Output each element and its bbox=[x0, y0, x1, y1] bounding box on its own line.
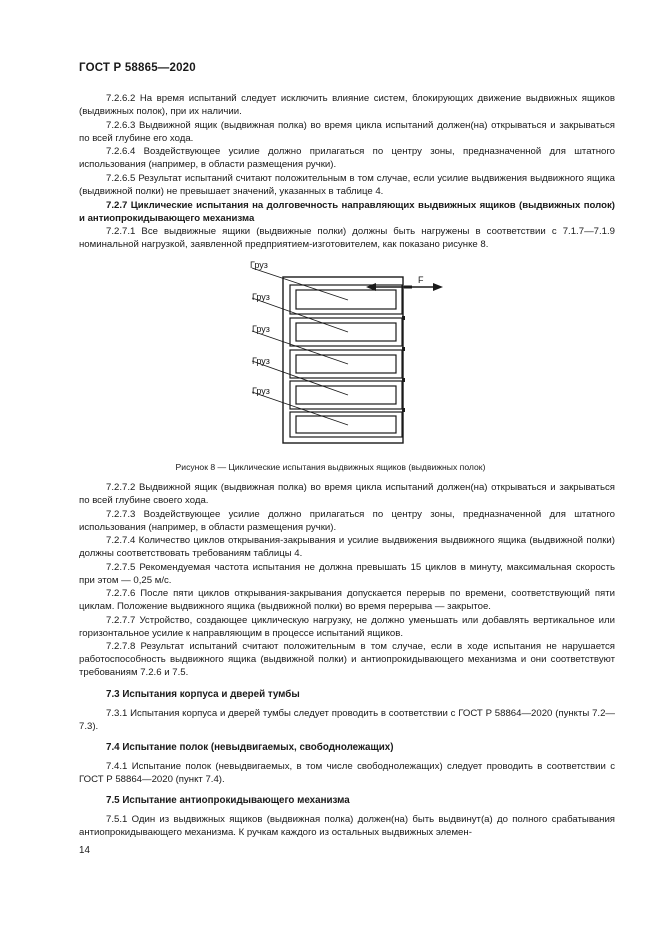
paragraph-7-2-6-2: 7.2.6.2 На время испытаний следует исключить влияние систем, блокирующих движение выдвижных ящиков (выдвижных полок), при их наличии. bbox=[79, 93, 615, 118]
paragraph-7-2-7-8: 7.2.7.8 Результат испытаний считают положительным в том случае, если в ходе испытания не нарушается работоспособность выдвижного ящика (выдвижной полки) и антиопрокидывающего механизма и они соответствуют требованиям 7.2.6 и 7.5. bbox=[79, 641, 615, 679]
paragraph-7-2-6-5: 7.2.6.5 Результат испытаний считают положительным в том случае, если усилие выдвижения выдвижного ящика (выдвижной полки) не превышает значений, указанных в таблице 4. bbox=[79, 173, 615, 198]
drawer-2-inner bbox=[296, 323, 396, 341]
paragraph-7-5-1: 7.5.1 Один из выдвижных ящиков (выдвижная полка) должен(на) быть выдвинут(а) до полного срабатывания антиопрокидывающего механизма. К ручкам каждого из остальных выдвижных элемен- bbox=[79, 814, 615, 839]
drawer-3-inner bbox=[296, 355, 396, 373]
paragraph-7-2-7-2: 7.2.7.2 Выдвижной ящик (выдвижная полка) во время цикла испытаний должен(на) открываться и закрываться по всей глубине своего хода. bbox=[79, 482, 615, 507]
paragraph-7-2-6-3: 7.2.6.3 Выдвижной ящик (выдвижная полка) во время цикла испытаний должен(на) открываться и закрываться по всей глубине его хода. bbox=[79, 120, 615, 145]
page-number: 14 bbox=[79, 845, 90, 856]
paragraph-7-2-7-5: 7.2.7.5 Рекомендуемая частота испытания не должна превышать 15 циклов в минуту, максимальная скорость при этом — 0,25 м/с. bbox=[79, 562, 615, 587]
section-heading-7-4: 7.4 Испытание полок (невыдвигаемых, свободнолежащих) bbox=[106, 742, 394, 753]
drawer-4-inner bbox=[296, 386, 396, 404]
section-heading-7-3: 7.3 Испытания корпуса и дверей тумбы bbox=[106, 689, 300, 700]
paragraph-7-2-7-4: 7.2.7.4 Количество циклов открывания-закрывания и усилие выдвижения выдвижного ящика (выдвижной полки) должны соответствовать требованиям таблицы 4. bbox=[79, 535, 615, 560]
document-header: ГОСТ Р 58865—2020 bbox=[79, 62, 196, 74]
drawer-3 bbox=[290, 350, 402, 378]
force-label: F bbox=[418, 275, 424, 285]
load-label-1: Груз bbox=[250, 260, 268, 270]
load-label-5: Груз bbox=[252, 386, 270, 396]
drawer-4 bbox=[290, 381, 402, 409]
paragraph-7-3-1: 7.3.1 Испытания корпуса и дверей тумбы следует проводить в соответствии с ГОСТ Р 58864—2020 (пункты 7.2—7.3). bbox=[79, 708, 615, 733]
figure-caption: Рисунок 8 — Циклические испытания выдвижных ящиков (выдвижных полок) bbox=[175, 462, 486, 472]
handle-4 bbox=[402, 378, 405, 382]
handle-2 bbox=[402, 316, 405, 320]
section-heading-7-5: 7.5 Испытание антиопрокидывающего механизма bbox=[106, 795, 350, 806]
drawer-2 bbox=[290, 318, 402, 346]
paragraph-7-2-7-3: 7.2.7.3 Воздействующее усилие должно прилагаться по центру зоны, предназначенной для штатного использования (например, в области размещения ручки). bbox=[79, 509, 615, 534]
paragraph-7-4-1: 7.4.1 Испытание полок (невыдвигаемых, в том числе свободнолежащих) следует проводить в соответствии с ГОСТ Р 58864—2020 (пункт 7.4). bbox=[79, 761, 615, 786]
cabinet-outline bbox=[283, 277, 403, 443]
load-label-3: Груз bbox=[252, 324, 270, 334]
paragraph-7-2-7-6: 7.2.7.6 После пяти циклов открывания-закрывания допускается перерыв по времени, соответствующий пяти циклам. Положение выдвижного ящика (выдвижной полки) во время перерыва — закрытое. bbox=[79, 588, 615, 613]
handle-3 bbox=[402, 347, 405, 351]
handle-5 bbox=[402, 408, 405, 412]
load-label-4: Груз bbox=[252, 356, 270, 366]
section-heading-7-2-7: 7.2.7 Циклические испытания на долговечность направляющих выдвижных ящиков (выдвижных полок) и антиопрокидывающего механизма bbox=[79, 200, 615, 225]
paragraph-7-2-7-7: 7.2.7.7 Устройство, создающее циклическую нагрузку, не должно уменьшать или добавлять вертикальное или горизонтальное усилие к направляющим в процессе испытаний ящиков. bbox=[79, 615, 615, 640]
paragraph-7-2-6-4: 7.2.6.4 Воздействующее усилие должно прилагаться по центру зоны, предназначенной для штатного использования (например, в области размещения ручки). bbox=[79, 146, 615, 171]
paragraph-7-2-7-1: 7.2.7.1 Все выдвижные ящики (выдвижные полки) должны быть нагружены в соответствии с 7.1.7—7.1.9 номинальной нагрузкой, заявленной предприятием-изготовителем, как показано рисунке 8. bbox=[79, 226, 615, 251]
load-label-2: Груз bbox=[252, 292, 270, 302]
